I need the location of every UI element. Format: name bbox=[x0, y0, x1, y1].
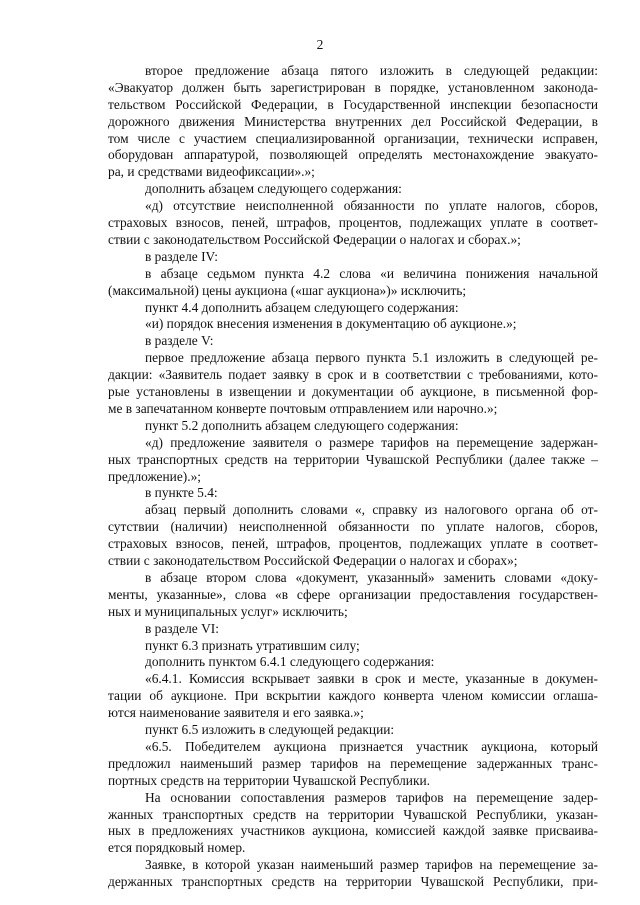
text-line: оборудован аппаратурой, позволяющей определять местонахождение эвакуато- bbox=[108, 147, 598, 163]
text-line: в разделе IV: bbox=[145, 248, 218, 264]
text-line: На основании сопоставления размеров тарифов на перемещение задер- bbox=[145, 789, 598, 805]
text-line: в пункте 5.4: bbox=[145, 485, 218, 501]
text-line: дополнить пунктом 6.4.1 следующего содержания: bbox=[145, 654, 435, 670]
text-line: первое предложение абзаца первого пункта 5.1 изложить в следующей ре- bbox=[145, 350, 598, 366]
text-line: второе предложение абзаца пятого изложить в следующей редакции: bbox=[145, 63, 598, 78]
text-line: (максимальной) цены аукциона («шаг аукциона»)» исключить; bbox=[108, 282, 467, 298]
text-line: пункт 4.4 дополнить абзацем следующего содержания: bbox=[145, 299, 459, 315]
text-line: ется порядковый номер. bbox=[108, 840, 246, 856]
text-line: абзац первый дополнить словами «, справку из налогового органа об от- bbox=[145, 502, 598, 518]
text-line: Заявке, в которой указан наименьший размер тарифов на перемещение за- bbox=[145, 857, 598, 873]
text-line: пункт 6.5 изложить в следующей редакции: bbox=[145, 722, 395, 738]
text-line: сутствии (наличии) неисполненной обязанности по уплате налогов, сборов, bbox=[108, 519, 598, 535]
text-line: ются наименование заявителя и его заявка.»; bbox=[108, 705, 364, 721]
document-body bbox=[108, 63, 598, 891]
text-line: предложение).»; bbox=[108, 468, 202, 484]
text-line: ра, и средствами видеофиксации».»; bbox=[108, 164, 315, 180]
text-line: ствии с законодательством Российской Федерации о налогах и сборах»; bbox=[108, 553, 518, 569]
text-line: «Эвакуатор должен быть зарегистрирован в порядке, установленном законода- bbox=[108, 79, 598, 95]
text-line: дакции: «Заявитель подает заявку в срок и в соответствии с требованиями, кото- bbox=[108, 367, 598, 383]
text-line: страховых взносов, пеней, штрафов, процентов, подлежащих уплате в соответ- bbox=[108, 536, 598, 552]
text-line: предложил наименьший размер тарифов на перемещение задержанных транс- bbox=[108, 755, 598, 771]
text-line: тации об аукционе. При вскрытии каждого конверта членом комиссии оглаша- bbox=[108, 688, 598, 704]
text-line: пункт 5.2 дополнить абзацем следующего содержания: bbox=[145, 417, 459, 433]
text-line: в разделе VI: bbox=[145, 620, 219, 636]
text-line: «д) предложение заявителя о размере тарифов на перемещение задержан- bbox=[145, 434, 598, 450]
text-line: в абзаце втором слова «документ, указанный» заменить словами «доку- bbox=[145, 569, 598, 585]
text-line: держанных транспортных средств на территории Чувашской Республики, при- bbox=[108, 874, 598, 890]
text-line: «6.4.1. Комиссия вскрывает заявки в срок и месте, указанные в докумен- bbox=[145, 671, 598, 687]
text-line: портных средств на территории Чувашской Республики. bbox=[108, 772, 430, 788]
text-line: ных и муниципальных услуг» исключить; bbox=[108, 603, 348, 619]
text-line: ных транспортных средств на территории Чувашской Республики (далее также – bbox=[108, 451, 598, 467]
text-line: жанных транспортных средств на территории Чувашской Республики, указан- bbox=[108, 806, 598, 822]
text-line: дополнить абзацем следующего содержания: bbox=[145, 181, 402, 197]
text-line: ствии с законодательством Российской Федерации о налогах и сборах.»; bbox=[108, 231, 521, 247]
text-line: страховых взносов, пеней, штрафов, процентов, подлежащих уплате в соответ- bbox=[108, 215, 598, 231]
text-line: в абзаце седьмом пункта 4.2 слова «и величина понижения начальной bbox=[145, 265, 598, 281]
text-line: в разделе V: bbox=[145, 333, 214, 349]
text-line: пункт 6.3 признать утратившим силу; bbox=[145, 637, 360, 653]
text-line: ме в запечатанном конверте почтовым отправлением или нарочно.»; bbox=[108, 400, 498, 416]
text-line: рые установлены в извещении и документации об аукционе, в письменной фор- bbox=[108, 384, 598, 400]
page-number: 2 bbox=[316, 37, 324, 52]
text-line: менты, указанные», слова «в сфере организации предоставления государствен- bbox=[108, 586, 598, 602]
text-line: дорожного движения Министерства внутренних дел Российской Федерации, в bbox=[108, 113, 598, 129]
text-line: ных в предложениях участников аукциона, комиссией каждой заявке присваива- bbox=[108, 823, 598, 839]
text-line: «д) отсутствие неисполненной обязанности по уплате налогов, сборов, bbox=[145, 198, 598, 214]
text-line: «6.5. Победителем аукциона признается участник аукциона, который bbox=[145, 738, 598, 754]
text-line: том числе с участием специализированной организации, технически исправен, bbox=[108, 130, 598, 146]
text-line: тельством Российской Федерации, в Государственной инспекции безопасности bbox=[108, 96, 598, 112]
text-line: «и) порядок внесения изменения в документацию об аукционе.»; bbox=[145, 316, 517, 332]
